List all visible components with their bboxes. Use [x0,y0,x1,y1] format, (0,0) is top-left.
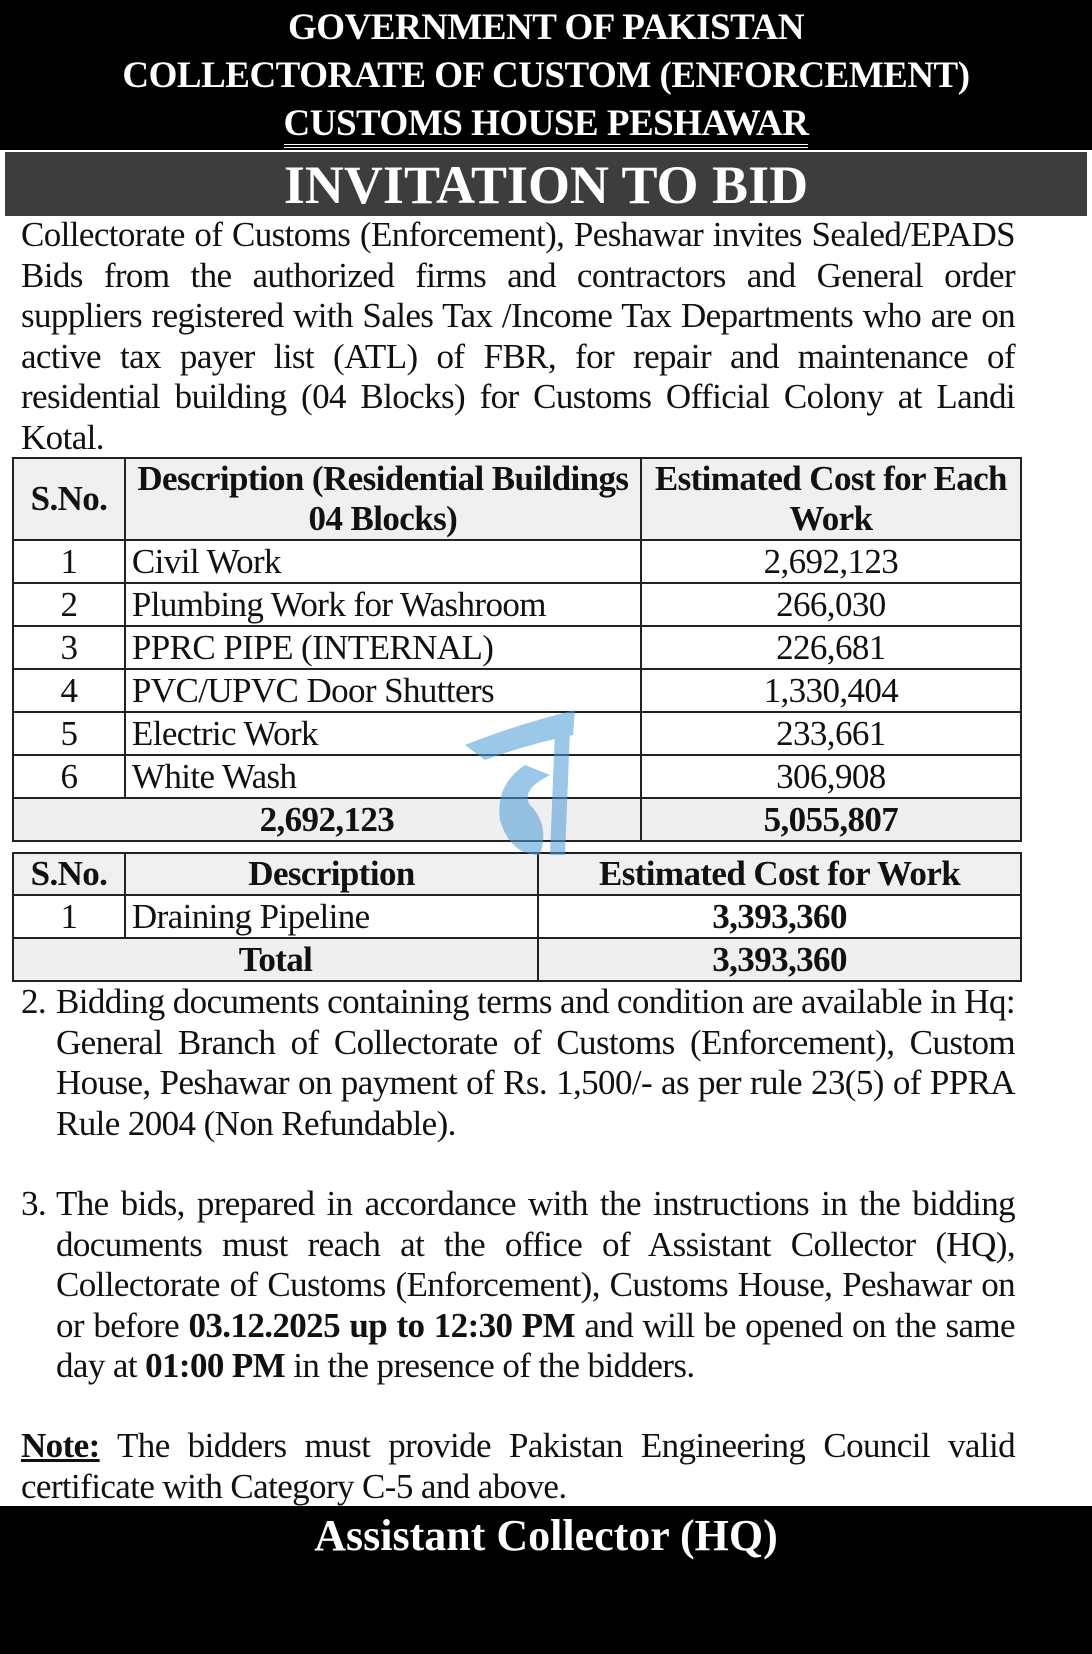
point-text: Bidding documents containing terms and condition are available in Hq: General Branch of Collectorate of Customs (Enforcement), Custom House, Peshawar on payment of Rs. 1,500/- as per rule 23(5) of PPRA Rule 2004 (Non Refundable). [56,982,1015,1143]
header-line-2: COLLECTORATE OF CUSTOM (ENFORCEMENT) [122,55,970,96]
point-3 [21,1184,1015,1387]
row-description: Electric Work [125,712,641,755]
row-cost: 226,681 [641,626,1021,669]
table-row [13,626,1021,669]
row-sno: 5 [13,712,125,755]
row-cost: 306,908 [641,755,1021,798]
row-description: Civil Work [125,540,641,583]
row-cost: 3,393,360 [538,895,1021,938]
row-description: Draining Pipeline [125,895,538,938]
header-line-3: CUSTOMS HOUSE PESHAWAR [284,104,809,148]
header [0,0,1092,150]
table-row [13,895,1021,938]
row-sno: 1 [13,895,125,938]
total-right: 5,055,807 [641,798,1021,841]
header-line-1: GOVERNMENT OF PAKISTAN [288,7,804,48]
point-number: 2. [21,982,47,1021]
table-total-row [13,938,1021,981]
col-description: Description (Residential Buildings 04 Blocks) [125,458,641,540]
deadline: 03.12.2025 up to 12:30 PM [188,1305,576,1345]
row-cost: 233,661 [641,712,1021,755]
row-description: White Wash [125,755,641,798]
col-description: Description [125,853,538,895]
row-sno: 3 [13,626,125,669]
point-number: 3. [21,1184,47,1223]
row-description: PVC/UPVC Door Shutters [125,669,641,712]
table-row [13,583,1021,626]
title-band: INVITATION TO BID [5,152,1087,216]
col-cost: Estimated Cost for Work [538,853,1021,895]
row-description: Plumbing Work for Washroom [125,583,641,626]
text: The bids, prepared in accordance with the instructions in the bidding documents must reach at the office of Assistant Collector (HQ), Collectorate of Customs (Enforcement), Customs House, Peshawar on or before [56,1184,1015,1345]
pipeline-table [12,852,1022,982]
row-sno: 4 [13,669,125,712]
total-value: 3,393,360 [538,938,1021,981]
row-sno: 6 [13,755,125,798]
note-label: Note: [21,1426,100,1465]
row-cost: 2,692,123 [641,540,1021,583]
text: in the presence of the bidders. [285,1346,695,1385]
footer-signatory: Assistant Collector (HQ) [0,1506,1092,1654]
total-left: 2,692,123 [13,798,641,841]
intro-paragraph: Collectorate of Customs (Enforcement), Peshawar invites Sealed/EPADS Bids from the authorized firms and contractors and General order suppliers registered with Sales Tax /Income Tax Departments who are on active tax payer list (ATL) of FBR, for repair and maintenance of residential building (04 Blocks) for Customs Official Colony at Landi Kotal. [21,215,1015,457]
col-cost: Estimated Cost for Each Work [641,458,1021,540]
col-sno: S.No. [13,458,125,540]
note [21,1426,1015,1507]
point-2 [21,982,1015,1144]
point-text [56,1184,1015,1387]
col-sno: S.No. [13,853,125,895]
row-cost: 1,330,404 [641,669,1021,712]
row-sno: 1 [13,540,125,583]
note-text: The bidders must provide Pakistan Engineering Council valid certificate with Category C-5 and above. [21,1426,1015,1506]
text: and will be opened on the same day at [56,1305,1015,1385]
row-sno: 2 [13,583,125,626]
total-label: Total [13,938,538,981]
opening-time: 01:00 PM [145,1346,286,1385]
row-description: PPRC PIPE (INTERNAL) [125,626,641,669]
table-row [13,540,1021,583]
watermark-logo-icon [455,705,585,865]
row-cost: 266,030 [641,583,1021,626]
